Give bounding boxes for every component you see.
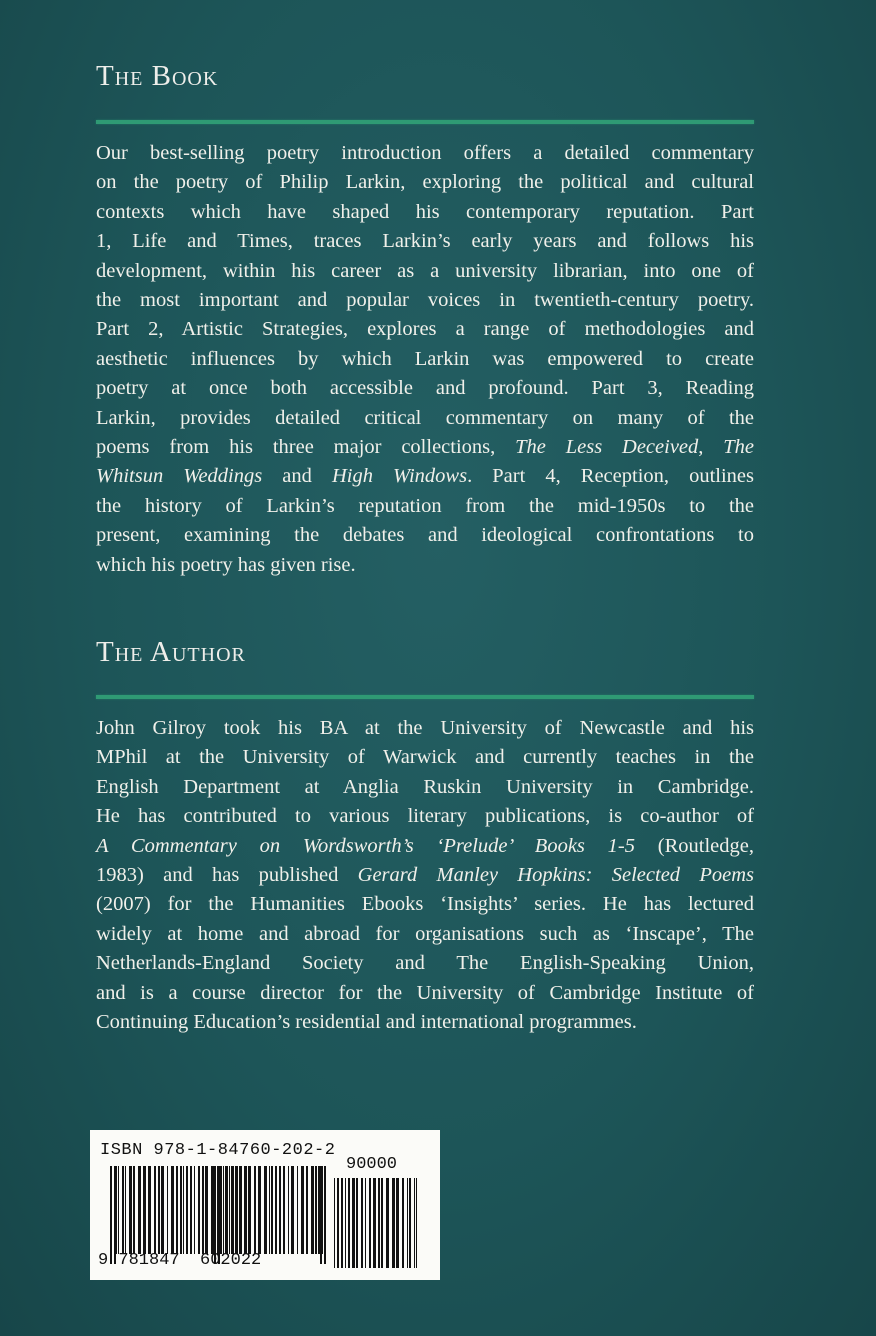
barcode-bar: [345, 1178, 346, 1268]
barcode-bar: [337, 1178, 339, 1268]
text-line: [96, 521, 754, 550]
barcode-bar: [148, 1166, 151, 1254]
barcode-bar: [365, 1178, 366, 1268]
italic-title-text: The: [723, 436, 755, 459]
text-line: [96, 404, 754, 433]
barcode-bar: [341, 1178, 343, 1268]
text-run: MPhil at the University of Warwick and currently teaches in the: [96, 746, 754, 769]
barcode-bar: [183, 1166, 184, 1254]
barcode-bar: [239, 1166, 242, 1254]
italic-title-text: High Windows: [331, 465, 468, 488]
barcode-bar: [402, 1178, 404, 1268]
barcode-bar: [143, 1166, 146, 1254]
text-line: [96, 890, 754, 919]
barcode-bar: [258, 1166, 261, 1254]
text-run: He has contributed to various literary publications, is co-author of: [96, 805, 754, 828]
text-line: [96, 861, 754, 890]
text-line: [96, 920, 754, 949]
barcode-bar: [334, 1178, 335, 1268]
text-line: [96, 227, 754, 256]
barcode-bar: [311, 1166, 314, 1254]
text-line: [96, 374, 754, 403]
author-section-title: The Author: [96, 636, 246, 668]
barcode-bar: [269, 1166, 270, 1254]
text-line: [96, 551, 754, 580]
text-run: the history of Larkin’s reputation from the mid-1950s to the: [96, 494, 754, 517]
text-line: [96, 286, 754, 315]
barcode-bar: [125, 1166, 126, 1254]
barcode-bar: [407, 1178, 408, 1268]
text-line: [96, 1008, 754, 1037]
author-biography: [96, 714, 754, 1037]
barcode-bar: [409, 1178, 411, 1268]
barcode-bar: [161, 1166, 164, 1254]
barcode-guard-bar: [324, 1166, 326, 1264]
barcode-bar: [283, 1166, 285, 1254]
text-run: Larkin, provides detailed critical commentary on many of the: [96, 406, 754, 429]
text-run: Continuing Education’s residential and international programmes.: [96, 1011, 637, 1034]
barcode-guard-bar: [114, 1166, 116, 1264]
barcode-guard-bar: [218, 1166, 220, 1264]
barcode-bar: [138, 1166, 141, 1254]
text-line: [96, 979, 754, 1008]
book-section-title: The Book: [96, 60, 219, 92]
barcode-bar: [288, 1166, 289, 1254]
barcode-bar: [202, 1166, 204, 1254]
barcode-bar: [356, 1178, 358, 1268]
barcode-bar: [369, 1178, 371, 1268]
barcode-guard-bar: [110, 1166, 112, 1264]
text-run: present, examining the debates and ideological confrontations to: [96, 524, 754, 547]
text-line: [96, 714, 754, 743]
text-run: poetry at once both accessible and profound. Part 3, Reading: [96, 377, 754, 400]
text-run: Netherlands-England Society and The English-Speaking Union,: [96, 952, 754, 975]
italic-title-text: Whitsun Weddings: [96, 465, 263, 488]
barcode-bar: [352, 1178, 355, 1268]
text-run: development, within his career as a university librarian, into one of: [96, 259, 754, 282]
text-line: [96, 832, 754, 861]
text-run: Our best-selling poetry introduction offers a detailed commentary: [96, 142, 754, 164]
text-line: [96, 433, 754, 462]
barcode-bar: [167, 1166, 168, 1254]
barcode-bar: [194, 1166, 195, 1254]
barcode-bar: [315, 1166, 317, 1254]
barcode-bar: [416, 1178, 417, 1268]
barcode-bar: [318, 1166, 320, 1254]
text-run: ,: [698, 436, 724, 459]
italic-title-text: A Commentary on Wordsworth’s ‘Prelude’ Books 1-5: [96, 834, 635, 857]
barcode-bar: [223, 1166, 224, 1254]
barcode-bar: [373, 1178, 376, 1268]
barcode-bar: [361, 1178, 363, 1268]
barcode-bar: [225, 1166, 228, 1254]
barcode-bar: [264, 1166, 267, 1254]
ean-left-group: 781847: [118, 1251, 180, 1270]
barcode-bar: [231, 1166, 234, 1254]
barcode-bar: [301, 1166, 304, 1254]
barcode-bar: [396, 1178, 399, 1268]
barcode-bar: [386, 1178, 389, 1268]
barcode-bar: [220, 1166, 222, 1254]
text-run: 1, Life and Times, traces Larkin’s early years and follows his: [96, 230, 754, 253]
text-run: John Gilroy took his BA at the University of Newcastle and his: [96, 717, 754, 739]
ean-first-digit: 9: [98, 1251, 109, 1270]
text-run: English Department at Anglia Ruskin University in Cambridge.: [96, 775, 754, 798]
text-line: [96, 949, 754, 978]
barcode-bar: [381, 1178, 383, 1268]
text-line: [96, 198, 754, 227]
barcode-bar: [271, 1166, 273, 1254]
barcode-bar: [154, 1166, 156, 1254]
text-line: [96, 345, 754, 374]
text-run: the most important and popular voices in twentieth-century poetry.: [96, 289, 754, 312]
barcode-guard-bar: [320, 1166, 322, 1264]
text-run: contexts which have shaped his contemporary reputation. Part: [96, 200, 754, 223]
text-run: and is a course director for the University of Cambridge Institute of: [96, 981, 754, 1004]
barcode-bar: [176, 1166, 178, 1254]
barcode-bar: [190, 1166, 192, 1254]
barcode-bar: [118, 1166, 119, 1254]
text-line: [96, 492, 754, 521]
book-description: [96, 139, 754, 580]
barcode-bar: [275, 1166, 277, 1254]
text-line: [96, 462, 754, 491]
author-title-divider: [96, 695, 754, 699]
barcode-bar: [414, 1178, 415, 1268]
text-run: (Routledge,: [635, 834, 754, 857]
barcode-bar: [348, 1178, 350, 1268]
barcode-bar: [248, 1166, 251, 1254]
text-run: which his poetry has given rise.: [96, 553, 356, 576]
barcode-bar: [378, 1178, 380, 1268]
price-code-text: 90000: [346, 1155, 398, 1174]
italic-title-text: Gerard Manley Hopkins: Selected Poems: [357, 864, 754, 887]
ean-right-group: 602022: [200, 1251, 262, 1270]
barcode-bar: [306, 1166, 308, 1254]
text-line: [96, 773, 754, 802]
barcode-bar: [198, 1166, 200, 1254]
barcode-bar: [122, 1166, 124, 1254]
text-line: [96, 802, 754, 831]
isbn-text: ISBN 978-1-84760-202-2: [100, 1141, 336, 1160]
barcode-bar: [171, 1166, 174, 1254]
isbn-barcode-label: [90, 1130, 440, 1280]
barcode-bar: [392, 1178, 395, 1268]
text-line: [96, 743, 754, 772]
barcode-bar: [235, 1166, 238, 1254]
text-run: 1983) and has published: [96, 864, 358, 887]
text-line: [96, 257, 754, 286]
text-run: poems from his three major collections,: [96, 436, 516, 459]
barcode-bar: [133, 1166, 135, 1254]
barcode-bar: [291, 1166, 294, 1254]
barcode-bar: [129, 1166, 132, 1254]
barcode-bar: [158, 1166, 160, 1254]
text-run: . Part 4, Reception, outlines: [467, 465, 754, 488]
barcode-bar: [297, 1166, 298, 1254]
text-run: aesthetic influences by which Larkin was empowered to create: [96, 347, 754, 370]
barcode-bar: [180, 1166, 182, 1254]
book-title-divider: [96, 120, 754, 124]
barcode-bar: [279, 1166, 281, 1254]
text-line: [96, 315, 754, 344]
barcode-bar: [211, 1166, 214, 1254]
barcode-bar: [229, 1166, 230, 1254]
text-run: Part 2, Artistic Strategies, explores a range of methodologies and: [96, 318, 754, 341]
barcode-bar: [186, 1166, 188, 1254]
barcode-guard-bar: [214, 1166, 216, 1264]
ean-digits: [98, 1251, 261, 1270]
barcode-bar: [254, 1166, 256, 1254]
barcode-bar: [205, 1166, 208, 1254]
text-line: [96, 139, 754, 168]
text-line: [96, 168, 754, 197]
text-run: (2007) for the Humanities Ebooks ‘Insights’ series. He has lectured: [96, 893, 754, 916]
text-run: and: [262, 465, 332, 488]
barcode-bar: [244, 1166, 247, 1254]
text-run: widely at home and abroad for organisations such as ‘Inscape’, The: [96, 922, 754, 945]
italic-title-text: The Less Deceived: [515, 436, 699, 459]
text-run: on the poetry of Philip Larkin, exploring the political and cultural: [96, 171, 754, 194]
